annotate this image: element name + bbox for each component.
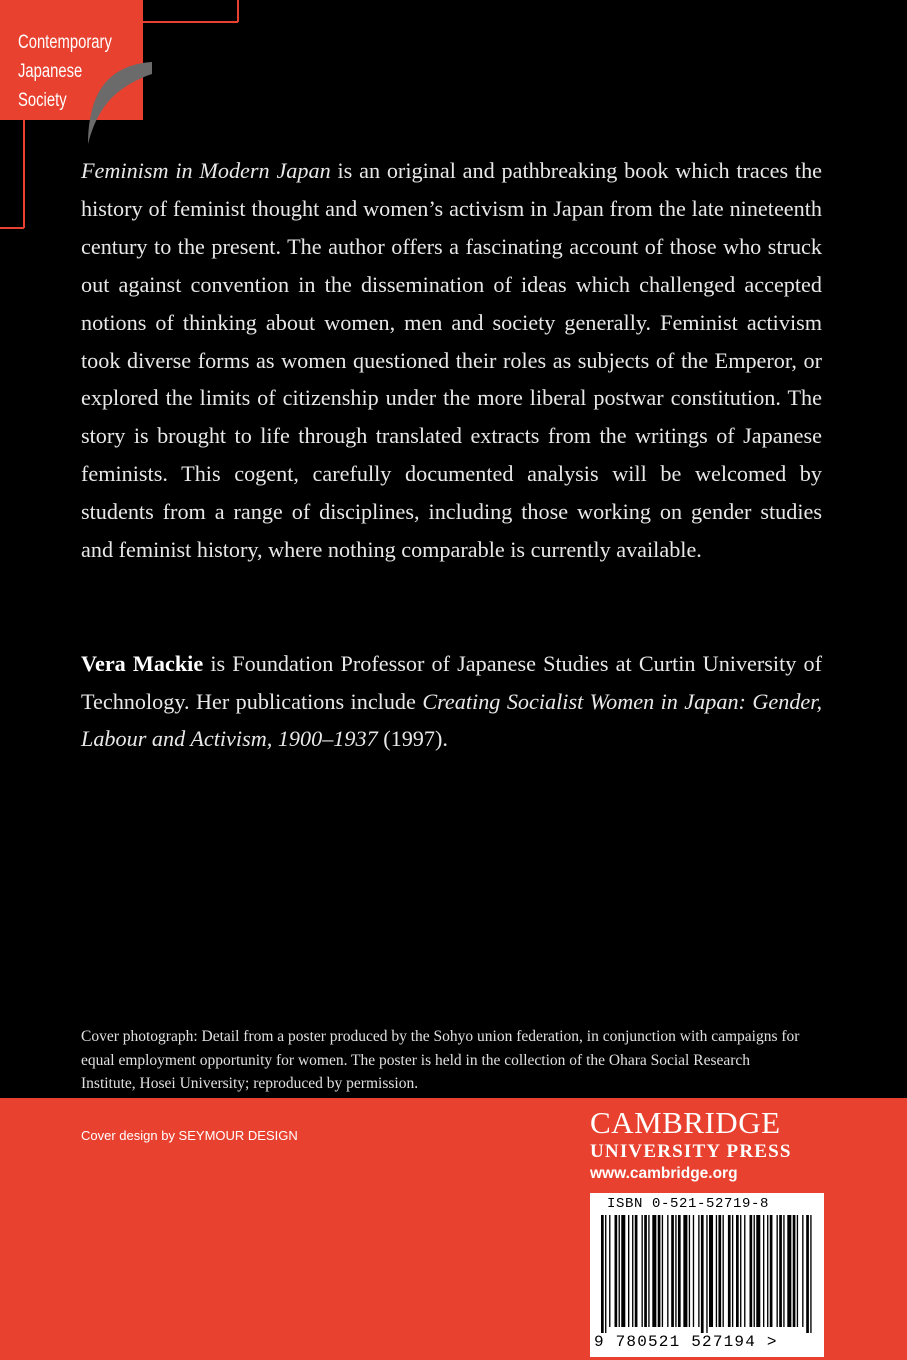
barcode-bar bbox=[635, 1215, 638, 1327]
barcode-bar bbox=[787, 1215, 791, 1327]
publisher-logo bbox=[590, 1104, 824, 1186]
series-logo-box bbox=[0, 0, 143, 120]
ean-number: 9 780521 527194 > bbox=[594, 1333, 778, 1351]
barcode-bar bbox=[693, 1215, 694, 1327]
series-line-3: Society bbox=[18, 90, 67, 111]
barcode-bar bbox=[793, 1215, 796, 1327]
barcode-bar bbox=[671, 1215, 674, 1327]
barcode-bar bbox=[642, 1215, 643, 1327]
barcode-bar bbox=[644, 1215, 647, 1327]
series-line-2: Japanese bbox=[18, 61, 83, 82]
barcode-bar bbox=[802, 1215, 803, 1327]
barcode-bar bbox=[615, 1215, 618, 1327]
barcode-bar bbox=[783, 1215, 784, 1327]
decor-line bbox=[23, 120, 25, 228]
publisher-name: CAMBRIDGE bbox=[590, 1105, 781, 1140]
barcode-bar bbox=[667, 1215, 668, 1327]
barcode-bar bbox=[709, 1215, 713, 1327]
bio-text: is Foundation Professor of Japanese Studies at Curtin University of Technology. Her publications include bbox=[81, 651, 822, 714]
barcode-bar bbox=[779, 1215, 782, 1327]
barcode-bar bbox=[675, 1215, 676, 1327]
barcode-bar bbox=[701, 1215, 704, 1333]
barcode-bar bbox=[605, 1215, 606, 1333]
book-blurb bbox=[81, 152, 822, 569]
decor-line bbox=[143, 21, 238, 23]
barcode-bar bbox=[767, 1215, 768, 1327]
barcode-bars bbox=[599, 1215, 815, 1333]
isbn-label: ISBN 0-521-52719-8 bbox=[607, 1196, 770, 1212]
decor-line bbox=[0, 227, 24, 229]
barcode-bar bbox=[750, 1215, 753, 1327]
barcode-bar bbox=[763, 1215, 764, 1327]
barcode-bar bbox=[621, 1215, 625, 1327]
decor-line bbox=[237, 0, 239, 22]
barcode-bar bbox=[628, 1215, 629, 1327]
publisher-subtitle: UNIVERSITY PRESS bbox=[590, 1141, 792, 1162]
publisher-url: www.cambridge.org bbox=[590, 1165, 738, 1182]
barcode-bar bbox=[756, 1215, 760, 1327]
barcode-bar bbox=[698, 1215, 699, 1327]
book-title: Feminism in Modern Japan bbox=[81, 158, 331, 183]
previous-book-title: Creating Socialist Women in Japan: Gender, Labour and Activism, 1900–1937 bbox=[81, 688, 822, 751]
series-line-1: Contemporary bbox=[18, 32, 112, 53]
barcode-bar bbox=[744, 1215, 745, 1327]
barcode-bar bbox=[716, 1215, 717, 1327]
barcode-bar bbox=[732, 1215, 733, 1327]
barcode bbox=[590, 1193, 824, 1357]
barcode-bar bbox=[678, 1215, 681, 1327]
barcode-bar bbox=[689, 1215, 690, 1327]
barcode-bar bbox=[806, 1215, 809, 1333]
author-bio bbox=[81, 645, 822, 758]
barcode-bar bbox=[609, 1215, 610, 1327]
barcode-bar bbox=[662, 1215, 663, 1327]
barcode-bar bbox=[728, 1215, 731, 1327]
barcode-bar bbox=[619, 1215, 620, 1327]
barcode-bar bbox=[777, 1215, 778, 1327]
author-name: Vera Mackie bbox=[81, 651, 204, 676]
barcode-bar bbox=[683, 1215, 687, 1327]
barcode-bar bbox=[754, 1215, 755, 1327]
barcode-bar bbox=[658, 1215, 661, 1327]
barcode-bar bbox=[706, 1215, 707, 1333]
barcode-bar bbox=[810, 1215, 811, 1333]
barcode-bar bbox=[736, 1215, 739, 1327]
swoosh-icon bbox=[82, 58, 154, 148]
blurb-text: is an original and pathbreaking book which traces the history of feminist thought and women’s activism in Japan from the late nineteenth century to the present. The author offers a fascinating account of those who struck out against convention in the dissemination of ideas which challenged accepted notions of thinking about women, men and society generally. Feminist activism took diverse forms as women questioned their roles as subjects of the Emperor, or explored the limits of citizenship under the more liberal postwar constitution. The story is brought to life through translated extracts from the writings of Japanese feminists. This cogent, carefully documented analysis will be welcomed by students from a range of disciplines, including those working on gender studies and feminist history, where nothing comparable is currently available. bbox=[81, 158, 823, 563]
barcode-bar bbox=[723, 1215, 724, 1327]
barcode-bar bbox=[632, 1215, 633, 1327]
barcode-bar bbox=[740, 1215, 741, 1327]
barcode-bar bbox=[652, 1215, 656, 1327]
barcode-bar bbox=[648, 1215, 649, 1327]
barcode-bar bbox=[718, 1215, 721, 1327]
barcode-bar bbox=[770, 1215, 773, 1327]
cover-photo-credit: Cover photograph: Detail from a poster produced by the Sohyo union federation, in conjunction with campaigns for equal employment opportunity for women. The poster is held in the collection of the Ohara Social Research Institute, Hosei University; reproduced by permission. bbox=[81, 1028, 800, 1092]
bio-year: (1997). bbox=[377, 726, 448, 751]
barcode-bar bbox=[797, 1215, 798, 1327]
barcode-bar bbox=[601, 1215, 604, 1333]
cover-design-credit: Cover design by SEYMOUR DESIGN bbox=[81, 1128, 298, 1143]
